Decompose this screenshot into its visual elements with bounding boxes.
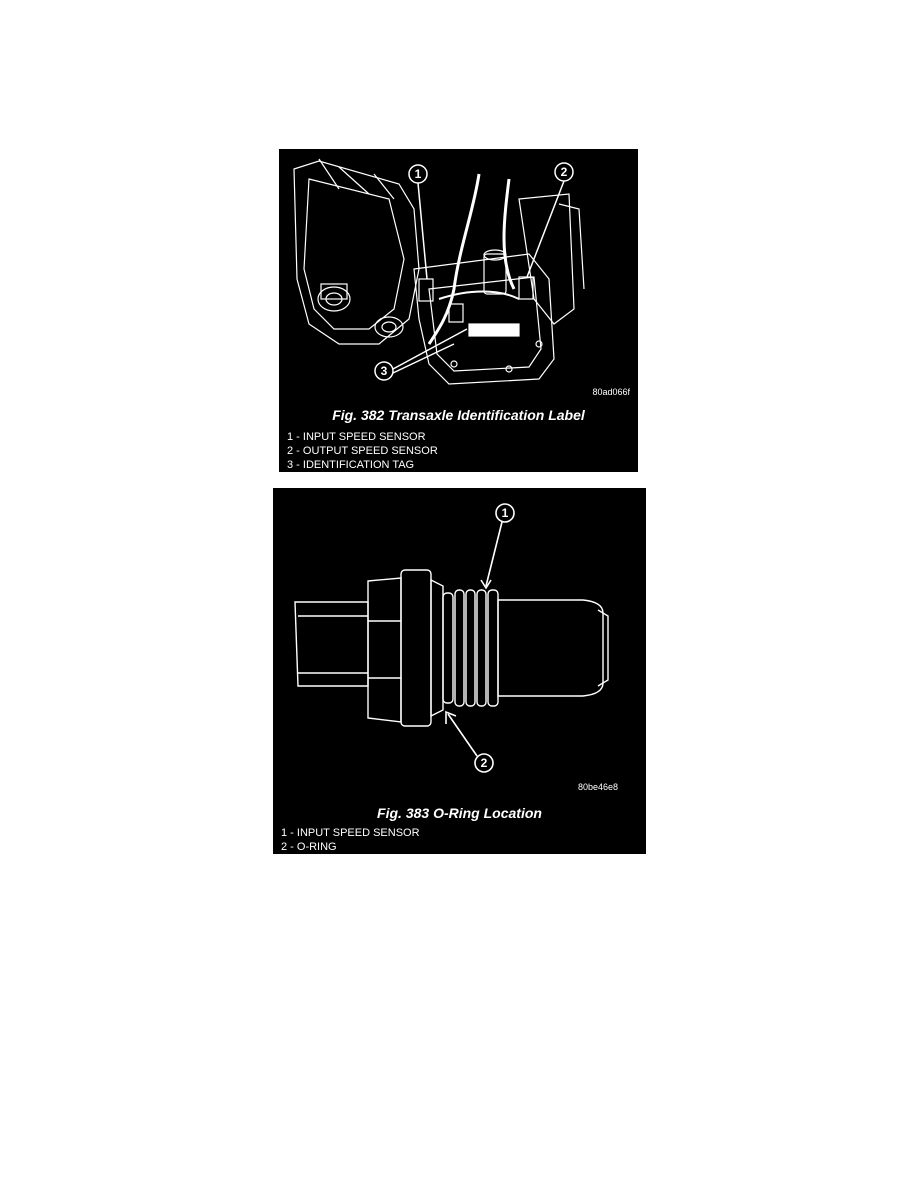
figure-383 — [273, 488, 646, 854]
figure-legend — [281, 826, 420, 854]
callout-2: 2 — [480, 756, 488, 770]
legend-item: 2 - OUTPUT SPEED SENSOR — [287, 445, 438, 457]
figure-caption: Fig. 383 O-Ring Location — [377, 805, 542, 821]
figure-legend — [287, 430, 438, 472]
legend-item: 3 - IDENTIFICATION TAG — [287, 459, 415, 471]
callout-3: 3 — [380, 364, 388, 378]
image-code: 80be46e8 — [577, 782, 618, 792]
legend-item: 1 - INPUT SPEED SENSOR — [287, 431, 426, 443]
legend-item: 2 - O-RING — [281, 841, 337, 853]
image-code: 80ad066f — [592, 387, 630, 397]
sensor-illustration — [273, 488, 646, 788]
figure-caption: Fig. 382 Transaxle Identification Label — [332, 407, 585, 423]
callout-1: 1 — [501, 506, 509, 520]
figure-382 — [279, 149, 638, 472]
callout-2: 2 — [560, 165, 568, 179]
callout-1: 1 — [414, 167, 422, 181]
legend-item: 1 - INPUT SPEED SENSOR — [281, 827, 420, 839]
transaxle-illustration — [279, 149, 638, 419]
